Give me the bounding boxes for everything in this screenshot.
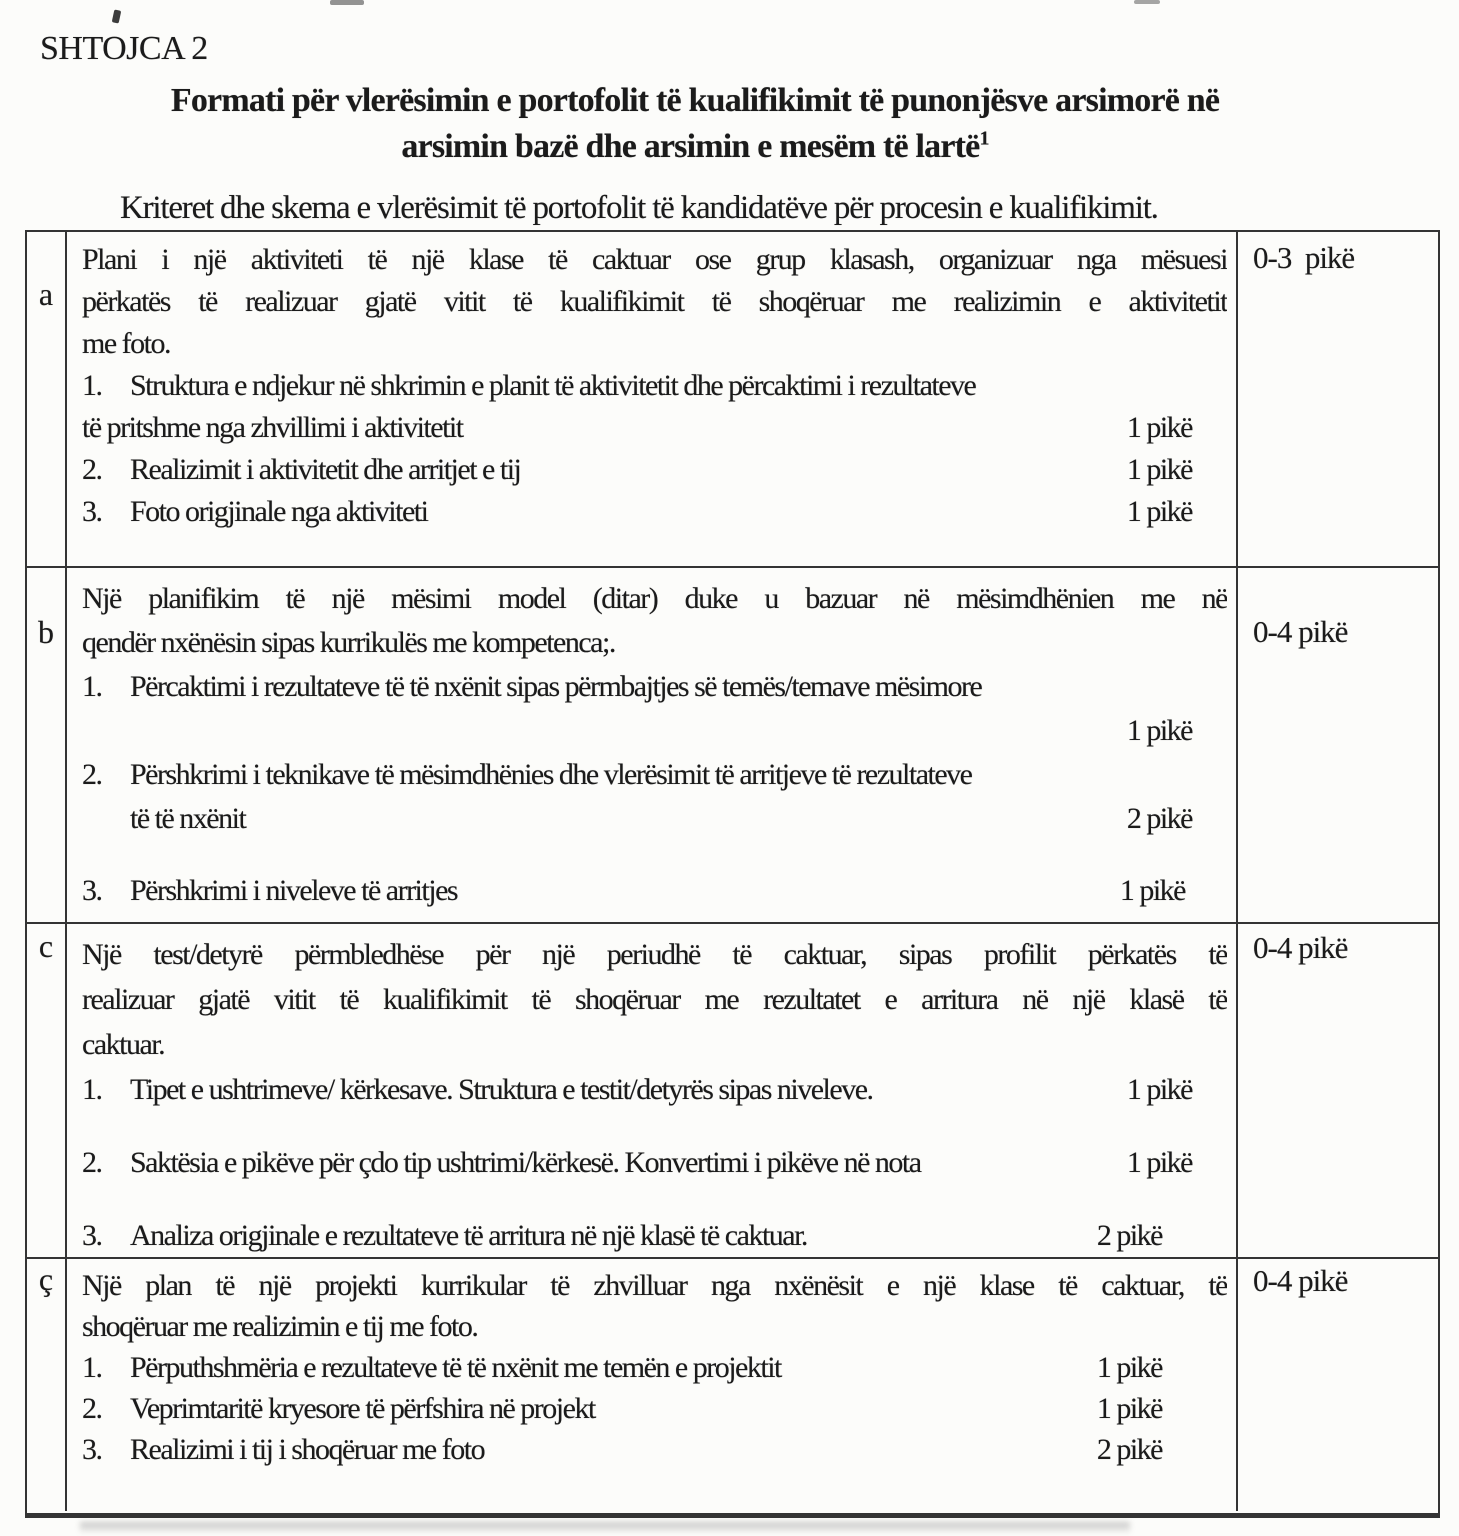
criterion-text-line: Plani i një aktiviteti të një klase të caktuar ose grup klasash, organizuar nga mësuesi: [82, 243, 1227, 276]
page-title: [0, 78, 1390, 170]
criterion-item: [82, 753, 1227, 797]
criterion-text-line: [82, 797, 1227, 841]
scan-artifact-top-left: [330, 0, 364, 5]
item-text: Përshkrimi i teknikave të mësimdhënies dhe vlerësimit të arritjeve të rezultateve: [130, 758, 972, 791]
scan-artifact-top-right: [1134, 0, 1160, 4]
criterion-item: [82, 869, 1227, 913]
criterion-text-line: qendër nxënësin sipas kurrikulës me kompetenca;.: [82, 626, 615, 659]
criteria-row-ç: [27, 1257, 1438, 1511]
item-text: Analiza origjinale e rezultateve të arritura në një klasë të caktuar.: [130, 1219, 807, 1252]
item-points: 1 pikë: [1126, 453, 1192, 486]
item-marker: 1.: [82, 1351, 102, 1384]
criterion-item: [82, 491, 1227, 533]
item-text: Realizimit i aktivitetit dhe arritjet e tij: [130, 453, 521, 486]
scan-artifact-mark: [112, 9, 122, 23]
criterion-text-line: [82, 407, 1227, 449]
item-marker: 3.: [82, 495, 102, 528]
row-points: 0-4 pikë: [1253, 930, 1348, 965]
item-points: 1 pikë: [1126, 411, 1192, 444]
item-text: Tipet e ushtrimeve/ kërkesave. Struktura e testit/detyrës sipas niveleve.: [130, 1073, 873, 1106]
criterion-text-line: Një plan të një projekti kurrikular të zhvilluar nga nxënësit e një klase të caktuar, të: [82, 1269, 1227, 1302]
item-text: Përshkrimi i niveleve të arritjes: [130, 874, 458, 907]
item-points: 1 pikë: [1119, 874, 1185, 907]
criterion-item: [82, 1067, 1227, 1112]
item-marker: 2.: [82, 1392, 102, 1425]
criterion-item: [82, 665, 1227, 709]
item-text: Përputhshmëria e rezultateve të të nxënit me temën e projektit: [130, 1351, 781, 1384]
blank-line: [82, 841, 1227, 869]
criterion-text-line: caktuar.: [82, 1028, 165, 1061]
criterion-text-line: përkatës të realizuar gjatë vitit të kualifikimit të shoqëruar me realizimin e aktivitetit: [82, 285, 1227, 318]
row-criterion: [67, 924, 1238, 1257]
criterion-text-line: realizuar gjatë vitit të kualifikimit të shoqëruar me rezultatet e arritura në një klasë të: [82, 983, 1227, 1016]
item-points: 1 pikë: [1096, 1351, 1162, 1384]
row-criterion: [67, 1259, 1238, 1511]
item-points: 1 pikë: [1126, 714, 1192, 747]
page-title-line1: Formati për vlerësimin e portofolit të kualifikimit të punonjësve arsimorë në: [170, 82, 1220, 119]
criterion-text-line: shoqëruar me realizimin e tij me foto.: [82, 1310, 478, 1343]
page-title-line2-text: arsimin bazë dhe arsimin e mesëm të lartë: [401, 128, 980, 165]
subtitle: Kriteret dhe skema e vlerësimit të portofolit të kandidatëve për procesin e kualifikimit.: [120, 190, 1158, 226]
criterion-item: [82, 1140, 1227, 1185]
item-text: Foto origjinale nga aktiviteti: [130, 495, 428, 528]
criteria-row-c: [27, 922, 1438, 1257]
item-text: Struktura e ndjekur në shkrimin e planit të aktivitetit dhe përcaktimi i rezultateve: [130, 369, 976, 402]
item-marker: 2.: [82, 758, 102, 791]
item-marker: 3.: [82, 1219, 102, 1252]
item-text: të pritshme nga zhvillimi i aktivitetit: [82, 411, 463, 444]
criterion-text-line: me foto.: [82, 327, 170, 360]
item-points: 2 pikë: [1096, 1219, 1162, 1252]
row-criterion: [67, 232, 1238, 566]
item-marker: 1.: [82, 369, 102, 402]
row-letter: a: [27, 232, 67, 566]
item-points: 2 pikë: [1096, 1433, 1162, 1466]
item-marker: 1.: [82, 670, 102, 703]
item-marker: 2.: [82, 1146, 102, 1179]
criteria-table: [25, 230, 1440, 1518]
criterion-text-line: [82, 709, 1227, 753]
row-letter: ç: [27, 1259, 67, 1511]
row-points: 0-4 pikë: [1253, 614, 1348, 649]
row-points: 0-4 pikë: [1253, 1263, 1348, 1298]
criteria-row-b: [27, 566, 1438, 922]
row-criterion: [67, 568, 1238, 922]
criterion-item: [82, 449, 1227, 491]
criterion-item: [82, 1388, 1227, 1429]
criterion-item: [82, 1347, 1227, 1388]
blank-line: [82, 1185, 1227, 1213]
page-title-line2: [0, 124, 1390, 170]
item-text: Veprimtaritë kryesore të përfshira në projekt: [130, 1392, 595, 1425]
item-text: Saktësia e pikëve për çdo tip ushtrimi/kërkesë. Konvertimi i pikëve në nota: [130, 1146, 921, 1179]
item-text: Realizimi i tij i shoqëruar me foto: [130, 1433, 485, 1466]
item-text: të të nxënit: [130, 802, 246, 835]
item-points: 1 pikë: [1126, 1146, 1192, 1179]
row-points: 0-3 pikë: [1253, 240, 1355, 275]
page-label: SHTOJCA 2: [40, 30, 208, 67]
row-letter: c: [27, 924, 67, 1257]
blank-line: [82, 1112, 1227, 1140]
item-points: 1 pikë: [1096, 1392, 1162, 1425]
criterion-text-line: Një planifikim të një mësimi model (ditar) duke u bazuar në mësimdhënien me në: [82, 582, 1227, 615]
criterion-text-line: Një test/detyrë përmbledhëse për një periudhë të caktuar, sipas profilit përkatës të: [82, 938, 1227, 971]
scan-shadow: [80, 1522, 1130, 1534]
item-points: 1 pikë: [1126, 495, 1192, 528]
item-marker: 3.: [82, 874, 102, 907]
criterion-item: [82, 1213, 1227, 1257]
row-letter: b: [27, 568, 67, 922]
item-marker: 1.: [82, 1073, 102, 1106]
item-marker: 2.: [82, 453, 102, 486]
item-points: 2 pikë: [1126, 802, 1192, 835]
item-points: 1 pikë: [1126, 1073, 1192, 1106]
footnote-mark: 1: [979, 127, 989, 150]
item-text: Përcaktimi i rezultateve të të nxënit sipas përmbajtjes së temës/temave mësimore: [130, 670, 982, 703]
item-marker: 3.: [82, 1433, 102, 1466]
criterion-item: [82, 365, 1227, 407]
criterion-item: [82, 1429, 1227, 1470]
criteria-row-a: [27, 232, 1438, 566]
